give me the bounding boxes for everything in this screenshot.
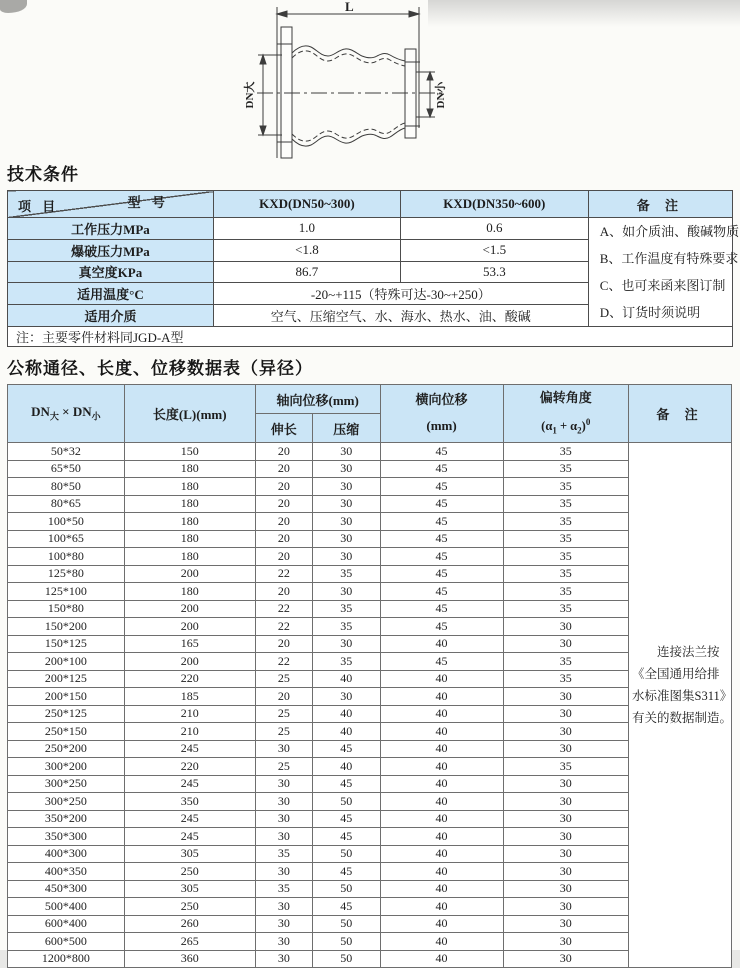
table-row (8, 793, 629, 811)
cell-angle: 35 (503, 670, 628, 688)
drawing-svg (7, 0, 733, 158)
dn-prefix2: DN (72, 404, 92, 420)
cell-lateral: 40 (380, 915, 503, 933)
cell-angle: 35 (503, 565, 628, 583)
table-row (8, 653, 629, 671)
cell-angle: 35 (503, 653, 628, 671)
cell-dn: 200*150 (8, 688, 125, 706)
cell-compress: 30 (312, 443, 380, 461)
cell-angle: 30 (503, 845, 628, 863)
cell-lateral: 40 (380, 863, 503, 881)
table-row (8, 705, 629, 723)
angle-open: (α (541, 419, 553, 434)
row-label-vacuum: 真空度KPa (8, 261, 214, 283)
angle-sub2: 2 (577, 425, 582, 436)
cell-compress: 30 (312, 635, 380, 653)
cell-angle: 35 (503, 548, 628, 566)
cell-angle: 30 (503, 933, 628, 951)
cell-extend: 20 (255, 583, 312, 601)
cell-compress: 45 (312, 775, 380, 793)
cell-extend: 20 (255, 548, 312, 566)
cell-lateral: 45 (380, 460, 503, 478)
table-row (8, 845, 629, 863)
cell-compress: 50 (312, 933, 380, 951)
table-row (8, 478, 629, 496)
cell-lateral: 40 (380, 933, 503, 951)
cell-length: 305 (124, 845, 255, 863)
cell-length: 265 (124, 933, 255, 951)
table-row (8, 618, 629, 636)
burst-pressure-value-2: <1.5 (400, 239, 588, 261)
dn-prefix: DN (31, 404, 50, 420)
cell-compress: 35 (312, 600, 380, 618)
cell-angle: 30 (503, 775, 628, 793)
cell-lateral: 40 (380, 635, 503, 653)
row-label-working-pressure: 工作压力MPa (8, 218, 214, 240)
cell-compress: 45 (312, 810, 380, 828)
cell-dn: 450*300 (8, 880, 125, 898)
table-row (8, 583, 629, 601)
cell-length: 200 (124, 618, 255, 636)
cell-lateral: 45 (380, 530, 503, 548)
vacuum-value-1: 86.7 (213, 261, 400, 283)
cell-lateral: 40 (380, 775, 503, 793)
spec-table-note: 注：主要零件材料同JGD-A型 (8, 327, 733, 347)
cell-lateral: 45 (380, 513, 503, 531)
cell-extend: 25 (255, 723, 312, 741)
remark-line: 水标准图集S311》 (632, 689, 733, 703)
cell-angle: 35 (503, 478, 628, 496)
cell-extend: 30 (255, 793, 312, 811)
cell-compress: 35 (312, 653, 380, 671)
cell-extend: 30 (255, 898, 312, 916)
cell-dn: 150*125 (8, 635, 125, 653)
table-row (8, 810, 629, 828)
cell-extend: 25 (255, 758, 312, 776)
data-table-header (8, 385, 629, 443)
header-lateral (380, 385, 503, 443)
cell-lateral: 45 (380, 478, 503, 496)
cell-compress: 40 (312, 670, 380, 688)
header-lateral-line1: 横向位移 (415, 392, 468, 408)
data-table-remark-column (629, 384, 732, 968)
remark-line: 连接法兰按 (657, 645, 720, 659)
table-row (8, 723, 629, 741)
cell-dn: 300*250 (8, 793, 125, 811)
expansion-joint-drawing (7, 0, 733, 158)
cell-angle: 35 (503, 758, 628, 776)
cell-length: 180 (124, 513, 255, 531)
angle-sup: 0 (585, 416, 591, 427)
table-row (8, 548, 629, 566)
table-row (8, 688, 629, 706)
angle-sub1: 1 (552, 425, 557, 436)
cell-extend: 20 (255, 635, 312, 653)
cell-lateral: 40 (380, 793, 503, 811)
cell-angle: 35 (503, 495, 628, 513)
cell-dn: 1200*800 (8, 950, 125, 968)
table-row (8, 460, 629, 478)
cell-lateral: 40 (380, 880, 503, 898)
spec-remarks-cell (588, 218, 740, 327)
medium-value: 空气、压缩空气、水、海水、热水、油、酸碱 (213, 305, 588, 327)
dn-sub-small: 小 (91, 411, 101, 422)
cell-angle: 35 (503, 443, 628, 461)
cell-length: 210 (124, 723, 255, 741)
header-angle-formula (504, 417, 628, 436)
cell-dn: 80*65 (8, 495, 125, 513)
cell-compress: 30 (312, 530, 380, 548)
table-row (8, 740, 629, 758)
burst-pressure-value-1: <1.8 (213, 239, 400, 261)
cell-extend: 22 (255, 653, 312, 671)
table-row (8, 933, 629, 951)
cell-extend: 20 (255, 530, 312, 548)
table-row (8, 950, 629, 968)
spec-remark-header: 备 注 (588, 191, 732, 218)
cell-angle: 30 (503, 635, 628, 653)
cell-length: 180 (124, 478, 255, 496)
section-title-technical-conditions: 技术条件 (7, 165, 79, 184)
cell-extend: 22 (255, 600, 312, 618)
spec-corner-cell (8, 191, 214, 218)
cell-extend: 30 (255, 863, 312, 881)
header-angle-line1: 偏转角度 (539, 390, 592, 406)
cell-compress: 40 (312, 705, 380, 723)
table-row (8, 898, 629, 916)
cell-compress: 50 (312, 915, 380, 933)
table-row (8, 495, 629, 513)
cell-length: 260 (124, 915, 255, 933)
cell-extend: 20 (255, 513, 312, 531)
table-row (8, 863, 629, 881)
cell-length: 245 (124, 810, 255, 828)
cell-length: 250 (124, 863, 255, 881)
cell-angle: 35 (503, 460, 628, 478)
cell-dn: 200*100 (8, 653, 125, 671)
cell-length: 210 (124, 705, 255, 723)
header-compress: 压缩 (312, 414, 380, 443)
cell-compress: 40 (312, 758, 380, 776)
cell-angle: 30 (503, 915, 628, 933)
cell-extend: 20 (255, 688, 312, 706)
dn-sub-large: 大 (49, 411, 59, 422)
cell-lateral: 40 (380, 898, 503, 916)
cell-compress: 35 (312, 618, 380, 636)
cell-compress: 30 (312, 548, 380, 566)
header-lateral-line2: (mm) (426, 418, 457, 433)
cell-compress: 50 (312, 880, 380, 898)
cell-compress: 30 (312, 495, 380, 513)
working-pressure-value-2: 0.6 (400, 218, 588, 240)
data-table-body (8, 443, 629, 968)
cell-length: 200 (124, 653, 255, 671)
cell-angle: 30 (503, 898, 628, 916)
header-axial: 轴向位移(mm) (255, 385, 380, 414)
vacuum-value-2: 53.3 (400, 261, 588, 283)
cell-lateral: 45 (380, 653, 503, 671)
cell-angle: 35 (503, 530, 628, 548)
cell-lateral: 40 (380, 740, 503, 758)
cell-dn: 80*50 (8, 478, 125, 496)
cell-dn: 400*300 (8, 845, 125, 863)
cell-dn: 100*80 (8, 548, 125, 566)
cell-compress: 45 (312, 828, 380, 846)
cell-dn: 150*80 (8, 600, 125, 618)
cell-angle: 30 (503, 793, 628, 811)
cell-angle: 30 (503, 863, 628, 881)
table-row (8, 758, 629, 776)
corner-model-label: 型 号 (127, 195, 169, 210)
cell-extend: 35 (255, 845, 312, 863)
cell-lateral: 45 (380, 548, 503, 566)
cell-angle: 30 (503, 828, 628, 846)
cell-length: 200 (124, 600, 255, 618)
cell-dn: 500*400 (8, 898, 125, 916)
remark-line: 有关的数据制造。 (632, 711, 733, 725)
header-angle (503, 385, 628, 443)
cell-lateral: 40 (380, 670, 503, 688)
table-row (8, 513, 629, 531)
table-row (8, 600, 629, 618)
cell-extend: 30 (255, 950, 312, 968)
cell-dn: 65*50 (8, 460, 125, 478)
cell-angle: 30 (503, 705, 628, 723)
technical-conditions-table (7, 190, 740, 347)
spec-remark-line: A、如介质油、酸碱物质 (599, 224, 740, 239)
cell-lateral: 45 (380, 565, 503, 583)
cell-length: 150 (124, 443, 255, 461)
row-label-burst-pressure: 爆破压力MPa (8, 239, 214, 261)
cell-length: 180 (124, 548, 255, 566)
cell-dn: 250*200 (8, 740, 125, 758)
cell-angle: 30 (503, 688, 628, 706)
cell-dn: 350*200 (8, 810, 125, 828)
cell-length: 250 (124, 898, 255, 916)
cell-lateral: 40 (380, 688, 503, 706)
cell-dn: 100*65 (8, 530, 125, 548)
cell-dn: 600*500 (8, 933, 125, 951)
dim-dn-large-label: DN大 (244, 81, 256, 109)
row-label-temperature: 适用温度°C (8, 283, 214, 305)
cell-angle: 30 (503, 950, 628, 968)
table-row (8, 880, 629, 898)
cell-length: 165 (124, 635, 255, 653)
dn-times: × (58, 404, 73, 420)
cell-dn: 150*200 (8, 618, 125, 636)
cell-extend: 30 (255, 775, 312, 793)
cell-length: 350 (124, 793, 255, 811)
cell-extend: 30 (255, 933, 312, 951)
table-row (8, 670, 629, 688)
table-row (8, 565, 629, 583)
cell-compress: 50 (312, 793, 380, 811)
cell-dn: 125*100 (8, 583, 125, 601)
table-row (8, 635, 629, 653)
working-pressure-value-1: 1.0 (213, 218, 400, 240)
cell-extend: 25 (255, 705, 312, 723)
cell-length: 360 (124, 950, 255, 968)
cell-compress: 50 (312, 845, 380, 863)
cell-dn: 300*250 (8, 775, 125, 793)
spec-remark-line: B、工作温度有特殊要求 (599, 251, 739, 266)
cell-compress: 30 (312, 688, 380, 706)
cell-angle: 35 (503, 600, 628, 618)
cell-lateral: 45 (380, 495, 503, 513)
cell-compress: 45 (312, 863, 380, 881)
corner-item-label: 项 目 (18, 199, 60, 214)
cell-length: 305 (124, 880, 255, 898)
model-column-1: KXD(DN50~300) (213, 191, 400, 218)
cell-compress: 45 (312, 898, 380, 916)
cell-dn: 50*32 (8, 443, 125, 461)
cell-dn: 250*125 (8, 705, 125, 723)
cell-compress: 35 (312, 565, 380, 583)
cell-extend: 30 (255, 740, 312, 758)
cell-extend: 22 (255, 618, 312, 636)
cell-extend: 22 (255, 565, 312, 583)
cell-dn: 400*350 (8, 863, 125, 881)
cell-lateral: 45 (380, 583, 503, 601)
spec-remark-line: D、订货时须说明 (599, 305, 701, 320)
cell-length: 180 (124, 495, 255, 513)
data-remark-header: 备 注 (629, 385, 731, 443)
cell-lateral: 40 (380, 828, 503, 846)
cell-extend: 30 (255, 828, 312, 846)
dimension-data-table-wrap (7, 384, 733, 968)
spec-remark-line: C、也可来函来图订制 (599, 278, 726, 293)
cell-extend: 20 (255, 443, 312, 461)
cell-extend: 20 (255, 495, 312, 513)
cell-dn: 100*50 (8, 513, 125, 531)
cell-dn: 350*300 (8, 828, 125, 846)
section-title-data-table: 公称通径、长度、位移数据表（异径） (7, 359, 313, 378)
cell-compress: 30 (312, 460, 380, 478)
cell-length: 180 (124, 530, 255, 548)
cell-compress: 30 (312, 513, 380, 531)
temperature-value: -20~+115（特殊可达-30~+250） (213, 283, 588, 305)
header-length: 长度(L)(mm) (124, 385, 255, 443)
cell-length: 220 (124, 758, 255, 776)
cell-extend: 20 (255, 478, 312, 496)
table-row (8, 443, 629, 461)
cell-lateral: 40 (380, 758, 503, 776)
cell-lateral: 40 (380, 810, 503, 828)
angle-plus: + α (556, 419, 578, 434)
cell-length: 220 (124, 670, 255, 688)
cell-compress: 40 (312, 723, 380, 741)
angle-close: ) (581, 419, 586, 434)
cell-compress: 30 (312, 478, 380, 496)
cell-dn: 125*80 (8, 565, 125, 583)
table-row (8, 828, 629, 846)
row-label-medium: 适用介质 (8, 305, 214, 327)
cell-angle: 30 (503, 880, 628, 898)
dim-dn-small-label: DN小 (435, 81, 447, 109)
table-row (8, 775, 629, 793)
header-dn (8, 385, 125, 443)
cell-lateral: 45 (380, 618, 503, 636)
cell-angle: 30 (503, 618, 628, 636)
cell-length: 200 (124, 565, 255, 583)
cell-lateral: 45 (380, 443, 503, 461)
cell-angle: 30 (503, 740, 628, 758)
cell-lateral: 40 (380, 950, 503, 968)
cell-dn: 200*125 (8, 670, 125, 688)
cell-lateral: 40 (380, 705, 503, 723)
cell-length: 180 (124, 583, 255, 601)
cell-lateral: 40 (380, 845, 503, 863)
cell-lateral: 40 (380, 723, 503, 741)
data-remark-text (629, 443, 731, 967)
cell-compress: 30 (312, 583, 380, 601)
model-column-2: KXD(DN350~600) (400, 191, 588, 218)
cell-length: 180 (124, 460, 255, 478)
cell-extend: 35 (255, 880, 312, 898)
cell-angle: 35 (503, 513, 628, 531)
dimension-data-table (7, 384, 629, 968)
dim-length-label: L (345, 0, 354, 14)
cell-compress: 45 (312, 740, 380, 758)
cell-length: 245 (124, 775, 255, 793)
cell-lateral: 45 (380, 600, 503, 618)
cell-length: 245 (124, 740, 255, 758)
cell-dn: 600*400 (8, 915, 125, 933)
table-row (8, 915, 629, 933)
cell-length: 245 (124, 828, 255, 846)
header-extend: 伸长 (255, 414, 312, 443)
cell-dn: 250*150 (8, 723, 125, 741)
cell-extend: 20 (255, 460, 312, 478)
table-row (8, 530, 629, 548)
cell-extend: 30 (255, 810, 312, 828)
cell-angle: 30 (503, 810, 628, 828)
cell-angle: 35 (503, 583, 628, 601)
cell-extend: 30 (255, 915, 312, 933)
cell-angle: 30 (503, 723, 628, 741)
remark-line: 《全国通用给排 (632, 667, 720, 681)
cell-extend: 25 (255, 670, 312, 688)
cell-length: 185 (124, 688, 255, 706)
cell-dn: 300*200 (8, 758, 125, 776)
cell-compress: 50 (312, 950, 380, 968)
